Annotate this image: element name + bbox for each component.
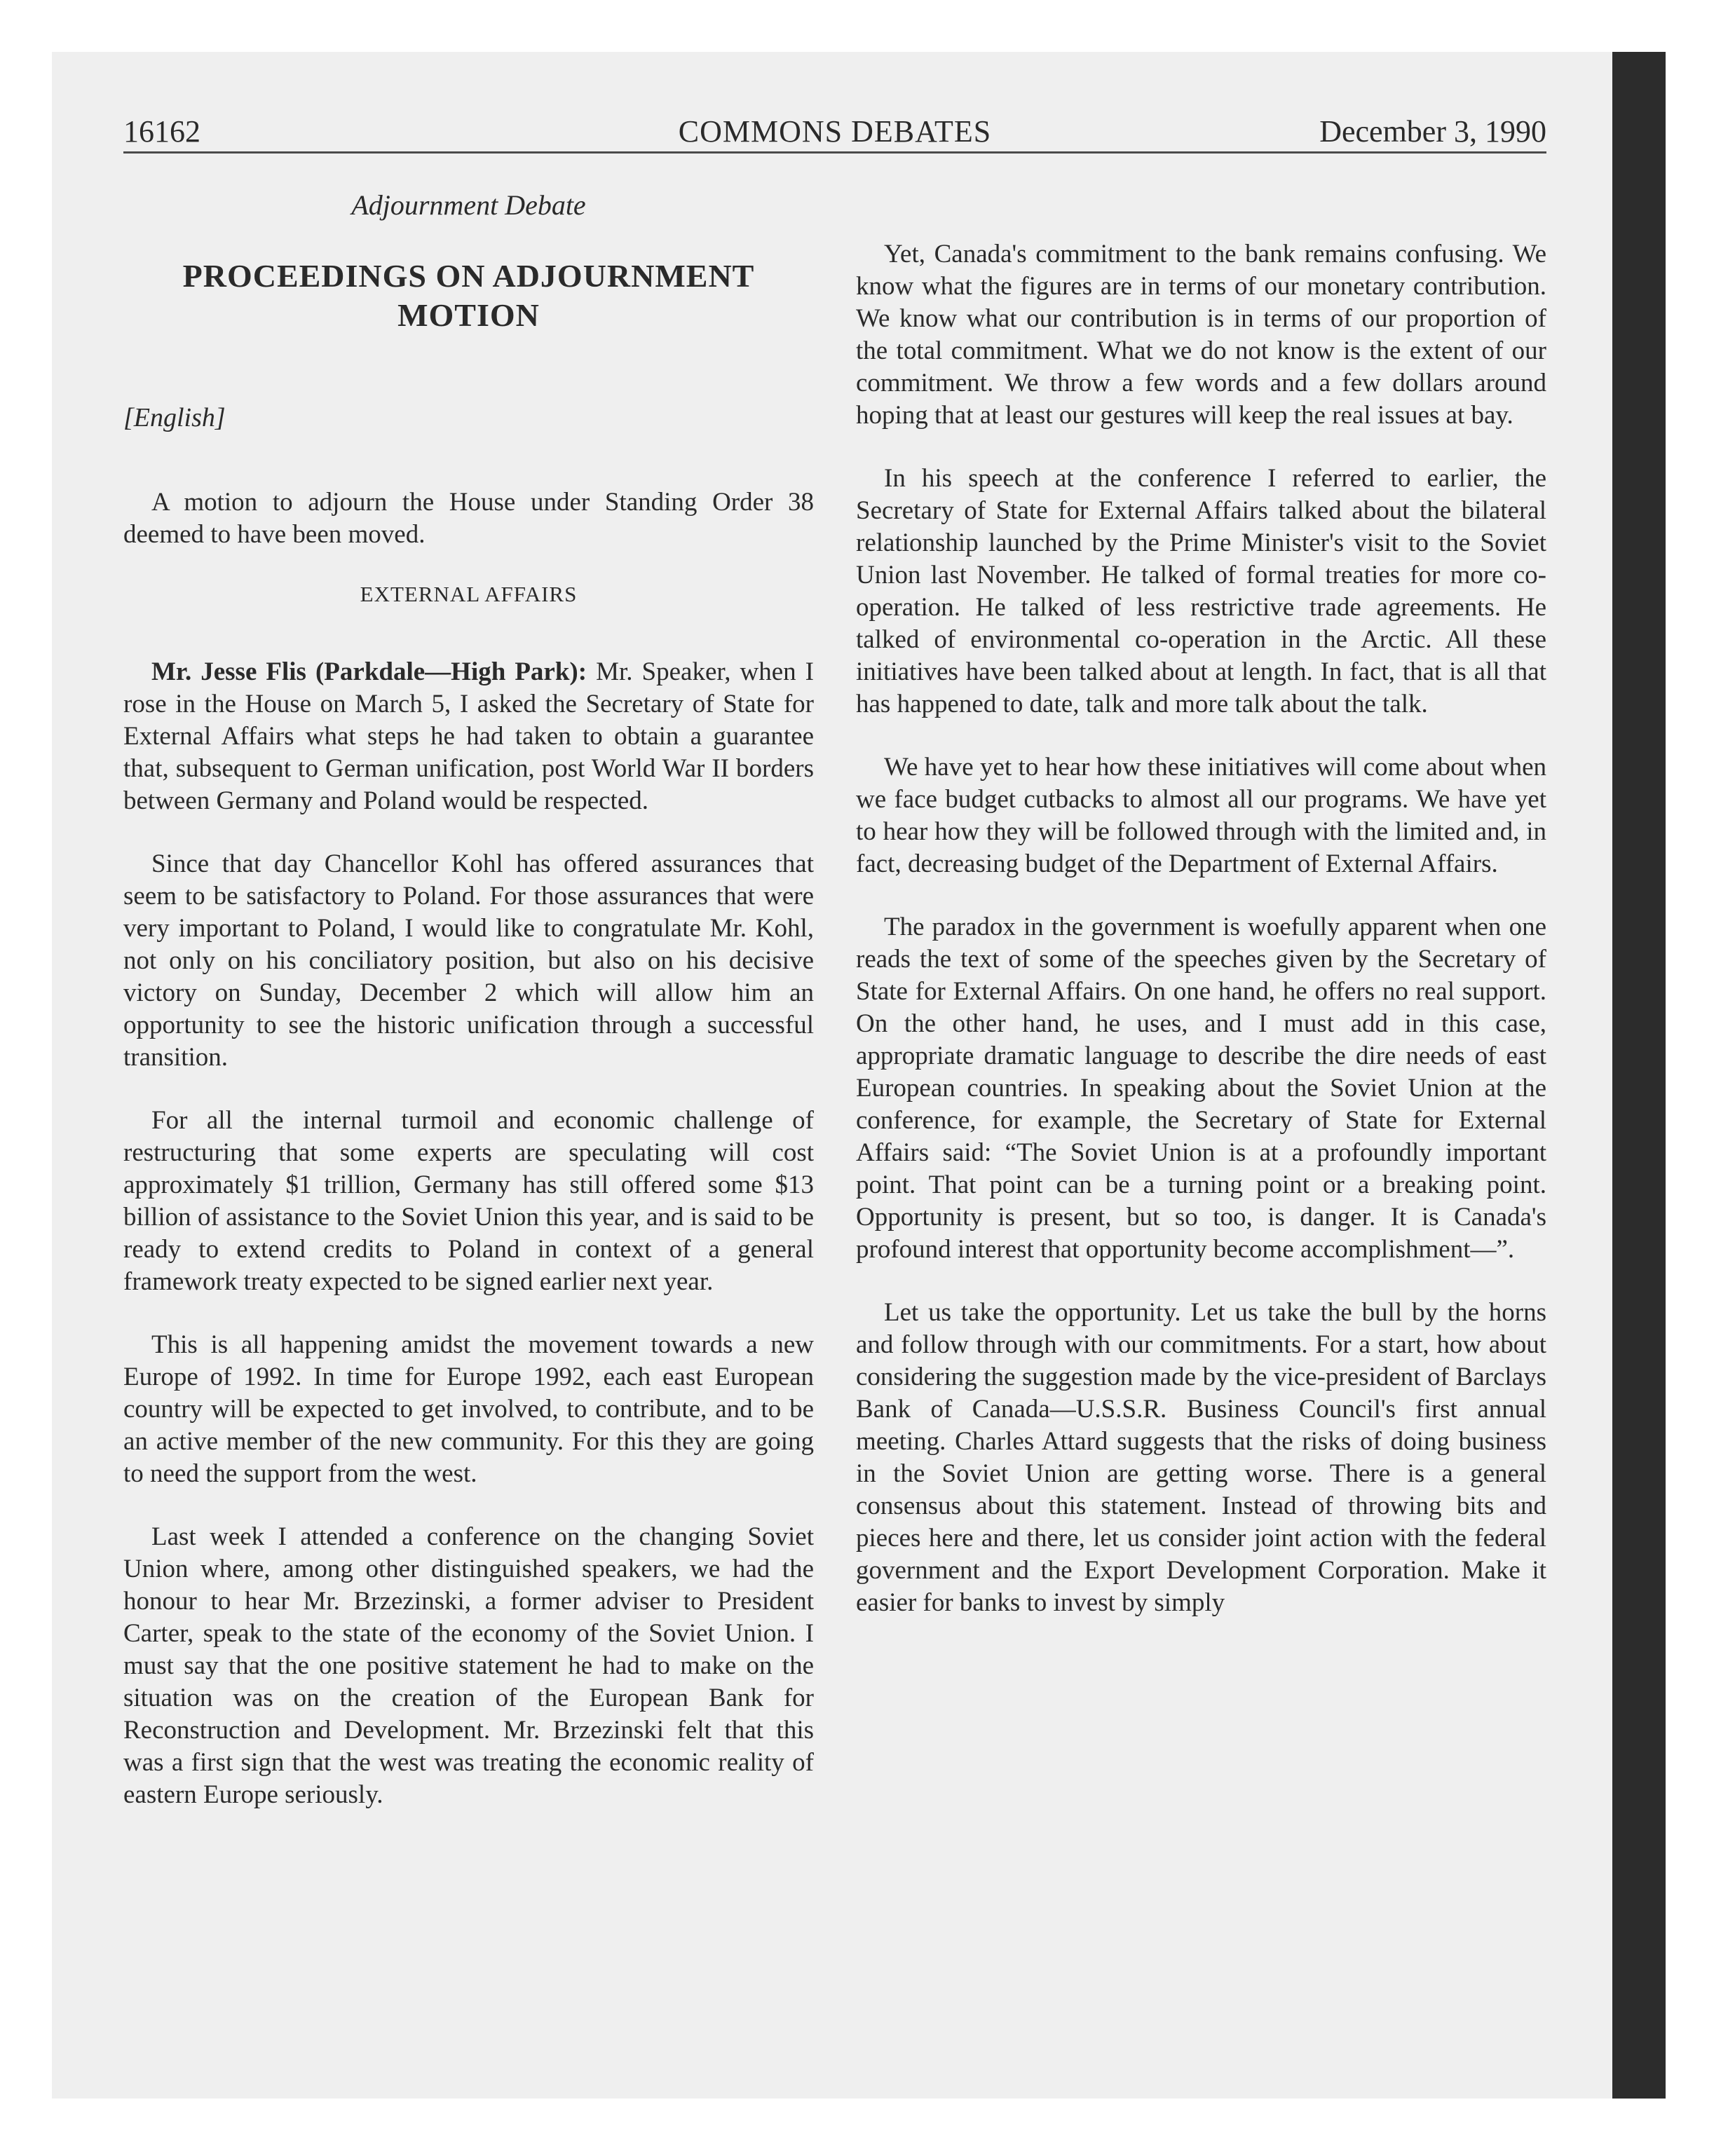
paragraph: This is all happening amidst the movement towards a new Europe of 1992. In time for Europe 1992, each east European country will be expected to get involved, to contribute, and to be an active member of the new community. For this they are going to need the support from the west. <box>123 1330 814 1488</box>
left-column <box>123 188 814 1842</box>
paragraph: Yet, Canada's commitment to the bank remains confusing. We know what the figures are in terms of our monetary contribution. We know what our contribution is in terms of our proportion of the total commitment. What we do not know is the extent of our commitment. We throw a few words and a few dollars around hoping that at least our gestures will keep the real issues at bay. <box>856 240 1546 430</box>
section-label: Adjournment Debate <box>351 189 586 221</box>
running-header <box>123 112 1546 153</box>
paragraph: We have yet to hear how these initiatives will come about when we face budget cutbacks to almost all our programs. We have yet to hear how they will be followed through with the limited and, in fact, decreasing budget of the Department of External Affairs. <box>856 753 1546 878</box>
paragraph: In his speech at the conference I referred to earlier, the Secretary of State for External Affairs talked about the bilateral relationship launched by the Prime Minister's visit to the Soviet Union last November. He talked of formal treaties for more co-operation. He talked of less restrictive trade agreements. He talked of environmental co-operation in the Arctic. All these initiatives have been talked about at length. In fact, that is all that has happened to date, talk and more talk about the talk. <box>856 464 1546 718</box>
paragraph-text: Mr. Speaker, when I rose in the House on March 5, I asked the Secretary of State for External Affairs what steps he had taken to obtain a guarantee that, subsequent to German unification, post World War II borders between Germany and Poland would be respected. <box>123 657 815 815</box>
publication-title: COMMONS DEBATES <box>678 114 992 149</box>
header-date: December 3, 1990 <box>1319 114 1546 149</box>
speaker-name: Mr. Jesse Flis (Parkdale—High Park): <box>151 657 587 686</box>
subheading: EXTERNAL AFFAIRS <box>360 582 578 606</box>
paragraph <box>123 656 814 817</box>
motion-paragraph: A motion to adjourn the House under Standing Order 38 deemed to have been moved. <box>123 488 814 549</box>
paragraph: For all the internal turmoil and economic challenge of restructuring that some experts are speculating will cost approximately $1 trillion, Germany has still offered some $13 billion of assistance to the Soviet Union this year, and is said to be ready to extend credits to Poland in context of a general framework treaty expected to be signed earlier next year. <box>123 1106 814 1296</box>
page-number: 16162 <box>123 114 200 149</box>
language-tag: [English] <box>123 403 226 432</box>
binding-edge <box>1612 52 1666 2099</box>
right-column <box>856 238 1546 1650</box>
paragraph: Last week I attended a conference on the changing Soviet Union where, among other distinguished speakers, we had the honour to hear Mr. Brzezinski, a former adviser to President Carter, speak to the state of the economy of the Soviet Union. I must say that the one positive statement he had to make on the situation was on the creation of the European Bank for Reconstruction and Development. Mr. Brzezinski felt that this was a first sign that the west was treating the economic reality of eastern Europe seriously. <box>123 1522 814 1809</box>
paragraph: Since that day Chancellor Kohl has offered assurances that seem to be satisfactory to Poland. For those assurances that were very important to Poland, I would like to congratulate Mr. Kohl, not only on his conciliatory position, but also on his decisive victory on Sunday, December 2 which will allow him an opportunity to see the historic unification through a successful transition. <box>123 850 814 1072</box>
main-heading: PROCEEDINGS ON ADJOURNMENT MOTION <box>182 258 755 333</box>
paragraph: Let us take the opportunity. Let us take the bull by the horns and follow through with our commitments. For a start, how about considering the suggestion made by the vice-president of Barclays Bank of Canada—U.S.S.R. Business Council's first annual meeting. Charles Attard suggests that the risks of doing business in the Soviet Union are getting worse. There is a general consensus about this statement. Instead of throwing bits and pieces here and there, let us consider joint action with the federal government and the Export Development Corporation. Make it easier for banks to invest by simply <box>856 1298 1546 1617</box>
paragraph: The paradox in the government is woefully apparent when one reads the text of some of the speeches given by the Secretary of State for External Affairs. On one hand, he offers no real support. On the other hand, he uses, and I must add in this case, appropriate dramatic language to describe the dire needs of east European countries. In speaking about the Soviet Union at the conference, for example, the Secretary of State for External Affairs said: “The Soviet Union is at a profoundly important point. That point can be a turning point or a breaking point. Opportunity is present, but so too, is danger. It is Canada's profound interest that opportunity become accomplishment—”. <box>856 913 1546 1264</box>
